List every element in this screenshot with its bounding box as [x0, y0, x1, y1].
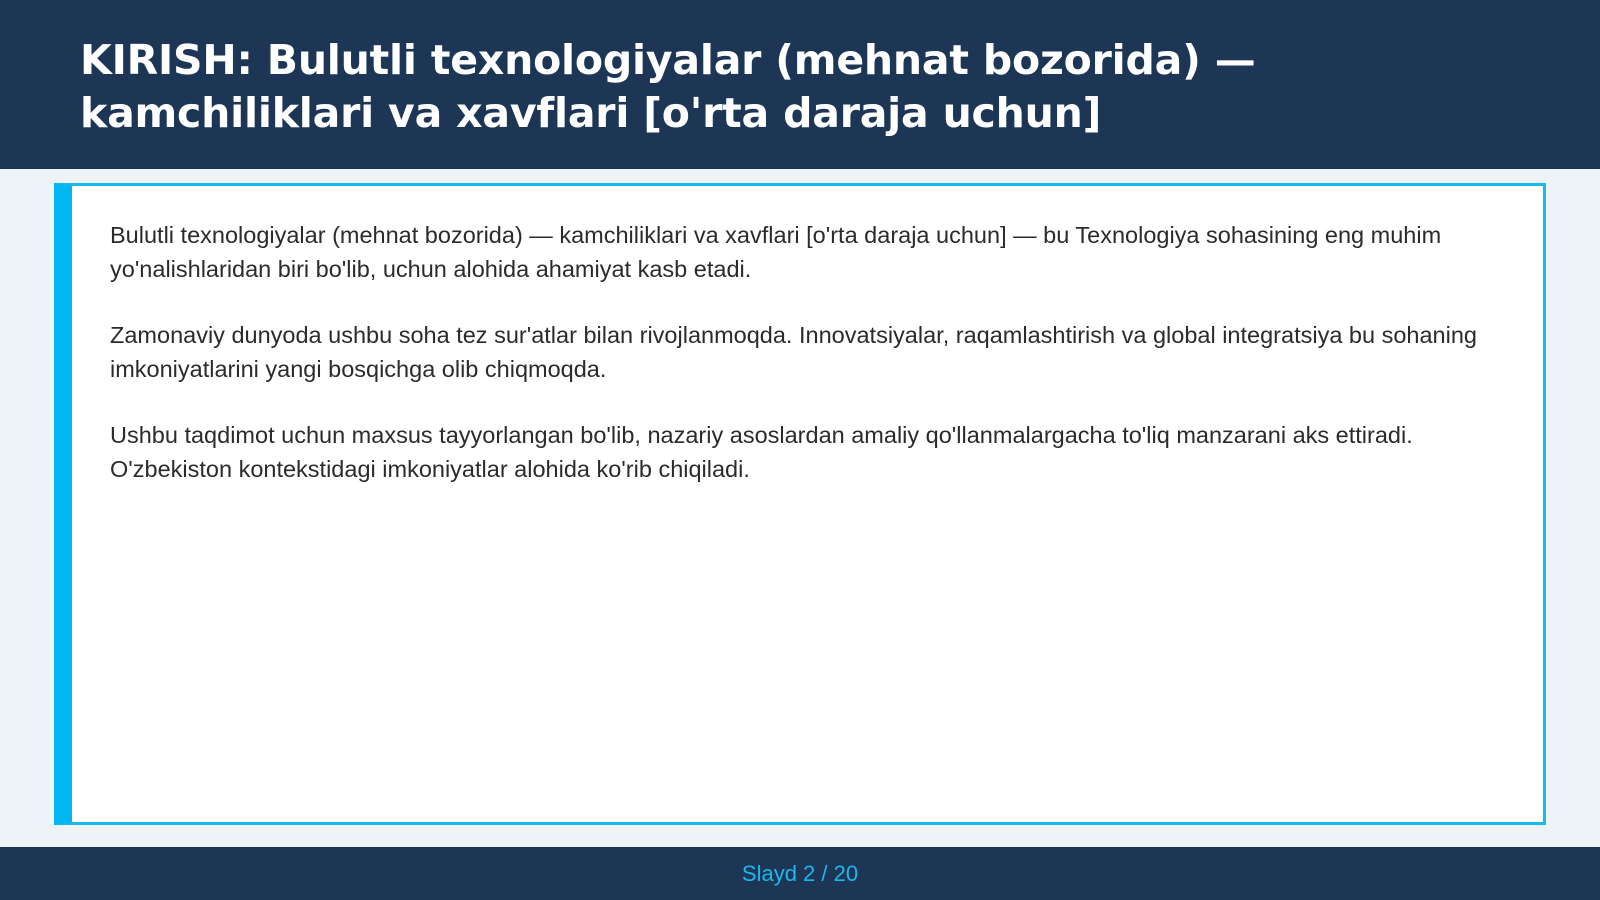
- slide-counter: Slayd 2 / 20: [741, 860, 859, 886]
- presentation-paragraph: Ushbu taqdimot uchun maxsus tayyorlangan bo'lib, nazariy asoslardan amaliy qo'llanmalargacha to'liq manzarani aks ettiradi. O'zbekiston kontekstidagi imkoniyatlar alohida ko'rib chiqiladi.: [110, 422, 1413, 482]
- intro-paragraph: Bulutli texnologiyalar (mehnat bozorida) — kamchiliklari va xavflari [o'rta daraja uchun] — bu Texnologiya sohasining eng muhim yo'nalishlaridan biri bo'lib, uchun alohida ahamiyat kasb etadi.: [110, 222, 1442, 282]
- modern-world-paragraph: Zamonaviy dunyoda ushbu soha tez sur'atlar bilan rivojlanmoqda. Innovatsiyalar, raqamlashtirish va global integratsiya bu sohaning imkoniyatlarini yangi bosqichga olib chiqmoqda.: [110, 322, 1477, 382]
- slide-footer: [0, 847, 1600, 900]
- slide-header: [0, 0, 1600, 169]
- content-card: [54, 183, 1546, 825]
- slide-title: KIRISH: Bulutli texnologiyalar (mehnat bozorida) — kamchiliklari va xavflari [o'rta daraja uchun]: [80, 36, 1256, 137]
